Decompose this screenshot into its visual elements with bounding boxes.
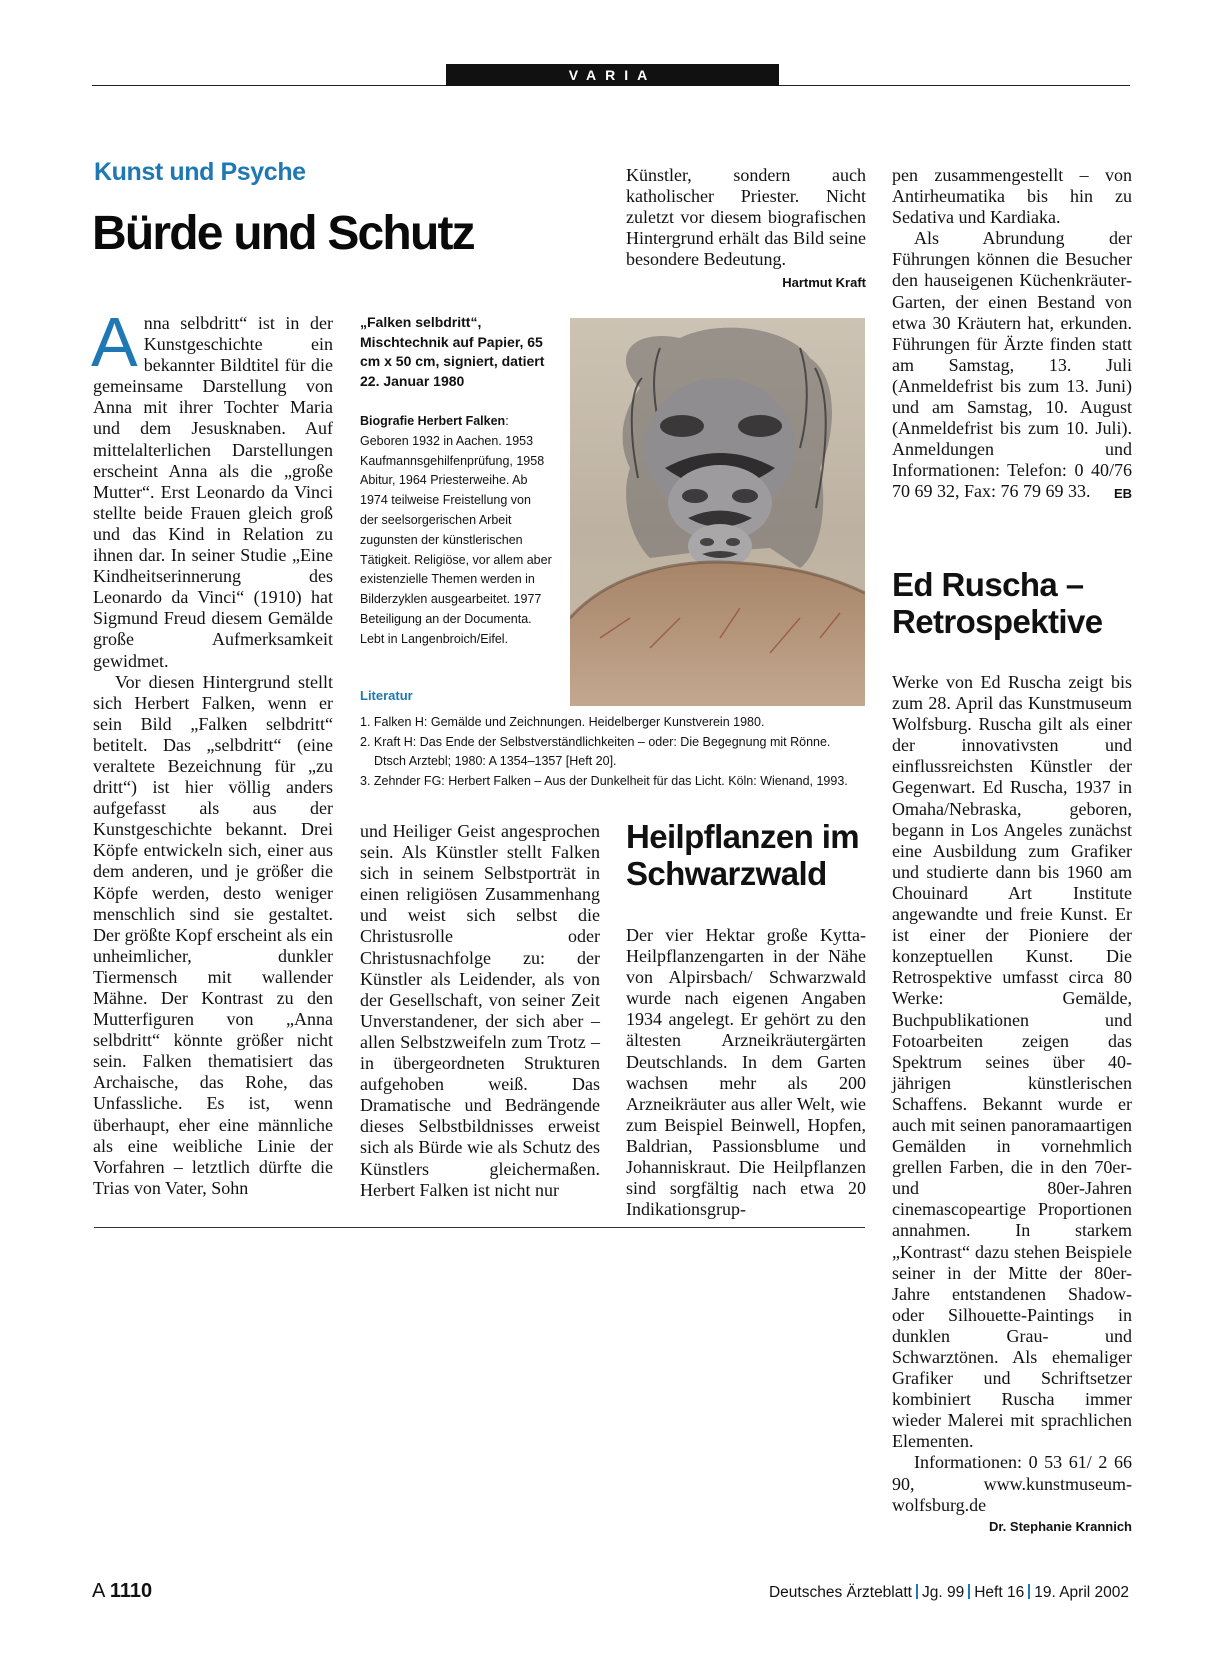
ruscha-paragraph-1: Werke von Ed Ruscha zeigt bis zum 28. April das Kunstmuseum Wolfsburg. Ruscha gilt als einer der innovativsten und einflussreichsten Künstler der Gegenwart. Ed Ruscha, 1937 in Omaha/Nebraska, geboren, begann in Los Angeles zunächst eine Ausbildung zum Grafiker und studierte dann bis 1960 am Chouinard Art Institute angewandte und freie Kunst. Er ist einer der Pioniere der konzeptuellen Kunst. Die Retrospektive umfasst circa 80 Werke: Gemälde, Buchpublikationen und Fotoarbeiten zeigen das Spektrum seines über 40-jährigen künstlerischen Schaffens. Bekannt wurde er auch mit seinen panoramaartigen Gemälden in vornehmlich grellen Farben, die in den 70er- und 80er-Jahren cinemascopeartige Proportionen annahmen. In starkem „Kontrast“ dazu stehen Beispiele seiner in der Mitte der 80er-Jahre entstandenen Shadow- oder Silhouette-Paintings in dunklen Grau- und Schwarztönen. Als ehemaliger Grafiker und Schriftsetzer kombiniert Ruscha immer wieder Malerei mit sprachlichen Elementen.: [892, 672, 1132, 1452]
literature-list: [360, 713, 865, 791]
artwork-painting: [570, 318, 865, 706]
author-eb: EB: [1113, 486, 1132, 502]
article-column-3: [626, 165, 866, 294]
article-column-1: [91, 303, 333, 1199]
journal-issue: Heft 16: [974, 1584, 1025, 1601]
headline-ruscha: Ed Ruscha – Retrospektive: [892, 566, 1103, 640]
page-prefix: A: [92, 1580, 105, 1602]
journal-info: [769, 1584, 1129, 1602]
separator: [968, 1584, 970, 1599]
heilpflanzen-paragraph-1: Der vier Hektar große Kytta-Heilpflanzengarten in der Nähe von Alpirsbach/ Schwarzwald wurde nach eigenen Angaben 1934 angelegt. Er gehört zu den ältesten Arzneikräutergärten Deutschlands. In dem Garten wachsen mehr als 200 Arzneikräuter aus aller Welt, wie zum Beispiel Beinwell, Hopfen, Baldrian, Passionsblume und Johanniskraut. Die Heilpflanzen sind sorgfältig nach etwa 20 Indikationsgrup-: [626, 925, 866, 1220]
heilpflanzen-column-1: [626, 925, 866, 1220]
article-paragraph-2-end: Künstler, sondern auch katholischer Priester. Nicht zuletzt vor diesem biografischen Hintergrund erhält das Bild seine besondere Bedeutung.: [626, 165, 866, 270]
headline: Bürde und Schutz: [92, 207, 474, 260]
separator: [916, 1584, 918, 1599]
bio-text: : Geboren 1932 in Aachen. 1953 Kaufmannsgehilfenprüfung, 1958 Abitur, 1964 Priesterweihe. Ab 1974 teilweise Freistellung von der seelsorgerischen Arbeit zugunsten der künstlerischen Tätigkeit. Religiöse, vor allem aber existenzielle Themen werden in Bilderzyklen ausgearbeitet. 1977 Beteiligung an der Documenta. Lebt in Langenbroich/Eifel.: [360, 414, 552, 646]
image-caption: „Falken selbdritt“, Mischtechnik auf Papier, 65 cm x 50 cm, signiert, datiert 22. Januar 1980: [360, 314, 545, 389]
heilpflanzen-paragraph-1-cont: pen zusammengestellt – von Antirheumatika bis hin zu Sedativa und Kardiaka.: [892, 165, 1132, 228]
article-column-2: [360, 821, 600, 1201]
page-number: [92, 1580, 152, 1603]
ruscha-column: [892, 672, 1132, 1537]
page-number-value: 1110: [109, 1580, 153, 1602]
dropcap: A: [91, 303, 138, 381]
section-rule: [94, 1227, 865, 1228]
journal-name: Deutsches Ärzteblatt: [768, 1584, 912, 1601]
author-krannich: Dr. Stephanie Krannich: [988, 1518, 1132, 1534]
separator: [1028, 1584, 1030, 1599]
article-paragraph-1: nna selbdritt“ ist in der Kunstgeschichte ein bekannter Bildtitel für die gemeinsame Darstellung von Anna mit ihrer Tochter Maria und dem Jesusknaben. Auf mittelalterlichen Darstellungen erscheint Anna als die „große Mutter“. Erst Leonardo da Vinci stellte beide Frauen gleich groß und das Kind in Relation zu ihnen dar. In seiner Studie „Eine Kindheitserinnerung des Leonardo da Vinci“ (1910) hat Sigmund Freud diesem Gemälde große Aufmerksamkeit gewidmet.: [93, 313, 333, 671]
literature-item: 2. Kraft H: Das Ende der Selbstverständlichkeiten – oder: Die Begegnung mit Rönne. Dtsch Arztebl; 1980: A 1354–1357 [Heft 20].: [360, 734, 831, 769]
literature-item: 1. Falken H: Gemälde und Zeichnungen. Heidelberger Kunstverein 1980.: [360, 715, 765, 729]
heilpflanzen-column-2: [892, 165, 1132, 505]
article-paragraph-2: Vor diesen Hintergrund stellt sich Herbert Falken, wenn er sein Bild „Falken selbdritt“ betitelt. Das „selbdritt“ (eine veraltete Bezeichnung für „zu dritt“) ist hier völlig anders aufgefasst als aus der Kunstgeschichte bekannt. Drei Köpfe entwickeln sich, einer aus dem anderen, und je größer die Köpfe werden, desto weniger menschlich sind sie gestaltet. Der größte Kopf erscheint als ein unheimlicher, dunkler Tiermensch mit wallender Mähne. Der Kontrast zu den Mutterfiguren von „Anna selbdritt“ könnte größer nicht sein. Falken thematisiert das Archaische, das Rohe, das Unfassliche. Es ist, wenn überhaupt, eher eine männliche als eine weibliche Linie der Vorfahren – letztlich dürfte die Trias von Vater, Sohn: [93, 671, 333, 1198]
headline-heilpflanzen: Heilpflanzen im Schwarzwald: [626, 818, 860, 892]
heilpflanzen-paragraph-2: Als Abrundung der Führungen können die Besucher den hauseigenen Küchenkräuter-Garten, der einen Bestand von etwa 30 Kräutern hat, erkunden. Führungen für Ärzte finden statt am Samstag, 13. Juli (Anmeldefrist bis zum 13. Juni) und am Samstag, 10. August (Anmeldefrist bis zum 10. Juli). Anmeldungen und Informationen: Telefon: 0 40/76 70 69 32, Fax: 76 79 69 33.: [892, 228, 1132, 502]
kicker: Kunst und Psyche: [94, 158, 306, 186]
artist-biography: [360, 412, 552, 650]
journal-volume: Jg. 99: [921, 1584, 965, 1601]
author-kraft: Hartmut Kraft: [782, 275, 866, 291]
article-paragraph-2-cont: und Heiliger Geist angesprochen sein. Als Künstler stellt Falken sich in seinem Selbstporträt in einen religiösen Zusammenhang und weist sich selbst die Christusrolle oder Christusnachfolge zu: der Künstler als Leidender, als von der Gesellschaft, von seiner Zeit Unverstandener, der sich aber – allen Selbstzweifeln zum Trotz – in übergeordneten Strukturen aufgehoben weiß. Das Dramatische und Bedrängende dieses Selbstbildnisses erweist sich als Bürde wie als Schutz des Künstlers gleichermaßen. Herbert Falken ist nicht nur: [360, 821, 600, 1200]
rubric-label: VARIA: [446, 64, 779, 86]
journal-date: 19. April 2002: [1034, 1584, 1129, 1601]
literature-item: 3. Zehnder FG: Herbert Falken – Aus der Dunkelheit für das Licht. Köln: Wienand, 1993.: [360, 773, 848, 788]
literature-heading: Literatur: [360, 688, 413, 703]
ruscha-paragraph-2: Informationen: 0 53 61/ 2 66 90, www.kunstmuseum-wolfsburg.de: [892, 1452, 1132, 1515]
bio-label: Biografie Herbert Falken: [360, 414, 506, 428]
